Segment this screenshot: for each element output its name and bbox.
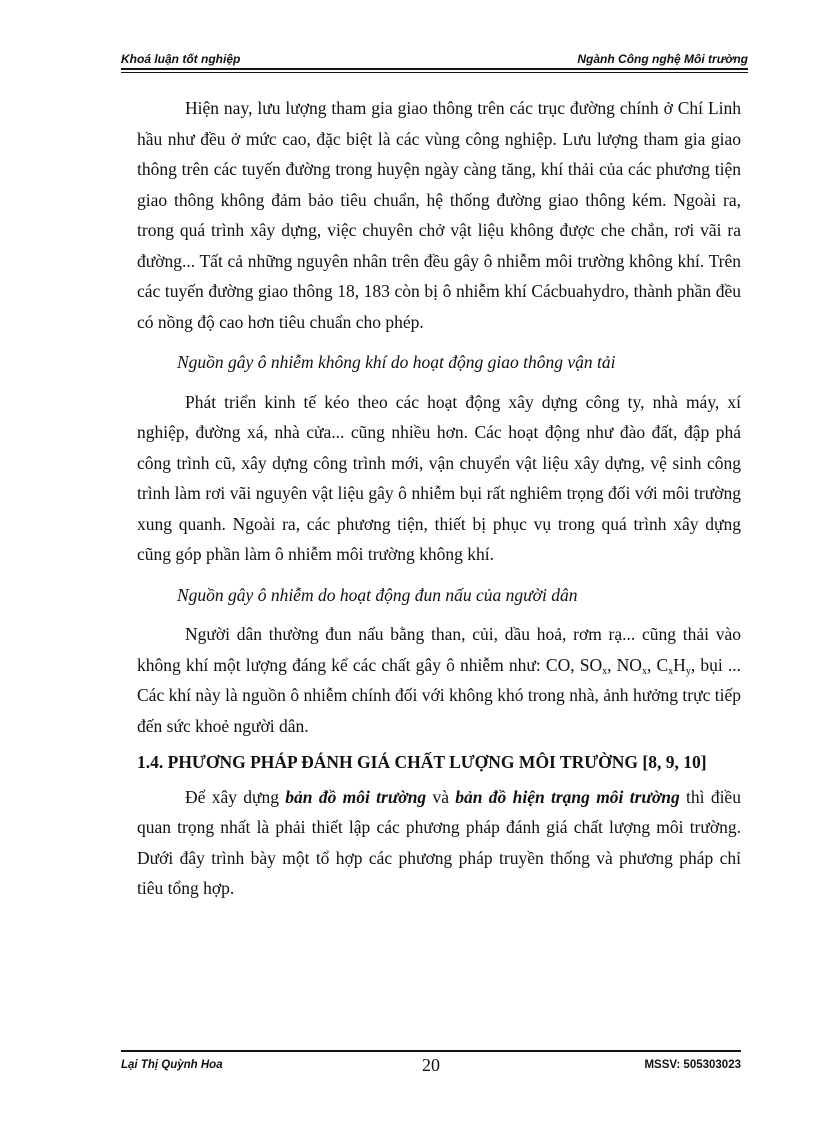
emphasis-status-map: bản đồ hiện trạng môi trường: [455, 786, 680, 807]
text-run: Để xây dựng: [185, 786, 286, 807]
subscript: x: [641, 665, 647, 677]
paragraph-assessment-methods: [137, 782, 741, 904]
page-number: 20: [422, 1055, 440, 1075]
text-run: , C: [646, 654, 669, 675]
text-run: và: [426, 786, 456, 807]
subscript: y: [685, 665, 691, 677]
footer-student-id: MSSV: 505303023: [644, 1059, 741, 1071]
subscript: x: [668, 665, 674, 677]
subscript: x: [602, 665, 608, 677]
section-heading-1-4: 1.4. PHƯƠNG PHÁP ĐÁNH GIÁ CHẤT LƯỢNG MÔI TRƯỜNG [8, 9, 10]: [137, 752, 707, 772]
page-footer: [121, 1050, 741, 1080]
header-rule-thin: [121, 72, 748, 73]
text-run: H: [673, 654, 686, 675]
text-run: , bụi ... Các khí này là nguồn ô nhiễm chính đối với không khó trong nhà, ảnh hưởng trực tiếp đến sức khoẻ người dân.: [137, 654, 741, 736]
header-thesis-label: Khoá luận tốt nghiệp: [121, 52, 241, 66]
page-header: [121, 48, 748, 70]
footer-author: Lại Thị Quỳnh Hoa: [121, 1059, 223, 1071]
paragraph-traffic-overview: Hiện nay, lưu lượng tham gia giao thông trên các trục đường chính ở Chí Linh hầu như đều ở mức cao, đặc biệt là các vùng công nghiệp. Lưu lượng tham gia giao thông trên các tuyến đường trong huyện ngày càng tăng, khí thải của các phương tiện giao thông không đảm bảo tiêu chuẩn, hệ thống đường giao thông kém. Ngoài ra, trong quá trình xây dựng, việc chuyên chở vật liệu không được che chắn, rơi vãi ra đường... Tất cả những nguyên nhân trên đều gây ô nhiễm môi trường không khí. Trên các tuyến đường giao thông 18, 183 còn bị ô nhiễm khí Cácbuahydro, thành phần đều có nồng độ cao hơn tiêu chuẩn cho phép.: [137, 98, 741, 332]
text-run: , NO: [607, 654, 642, 675]
text-run: Người dân thường đun nấu bằng than, củi, dầu hoả, rơm rạ... cũng thải vào không khí một lượng đáng kể các chất gây ô nhiễm như: CO, SO: [137, 624, 741, 675]
subheading-cooking-pollution: Nguồn gây ô nhiễm do hoạt động đun nấu của người dân: [177, 584, 578, 605]
header-rule-thick: [121, 68, 748, 70]
text-run: thì điều quan trọng nhất là phải thiết lập các phương pháp đánh giá chất lượng môi trường. Dưới đây trình bày một tổ hợp các phương pháp truyền thống và phương pháp chỉ tiêu tổng hợp.: [137, 786, 741, 898]
page-body: [137, 93, 741, 904]
subheading-traffic-pollution: Nguồn gây ô nhiễm không khí do hoạt động giao thông vận tải: [177, 352, 616, 372]
footer-rule: [121, 1050, 741, 1052]
paragraph-construction: Phát triển kinh tế kéo theo các hoạt động xây dựng công ty, nhà máy, xí nghiệp, đường xá, nhà cửa... cũng nhiều hơn. Các hoạt động như đào đất, đập phá công trình cũ, xây dựng công trình mới, vận chuyển vật liệu xây dựng, vệ sinh công trình làm rơi vãi nguyên vật liệu gây ô nhiễm bụi rất nghiêm trọng đối với môi trường xung quanh. Ngoài ra, các phương tiện, thiết bị phục vụ trong quá trình xây dựng cũng góp phần làm ô nhiễm môi trường không khí.: [137, 391, 741, 564]
header-major-label: Ngành Công nghệ Môi trường: [577, 52, 748, 66]
paragraph-cooking: [137, 619, 741, 741]
emphasis-environment-map: bản đồ môi trường: [285, 786, 427, 807]
